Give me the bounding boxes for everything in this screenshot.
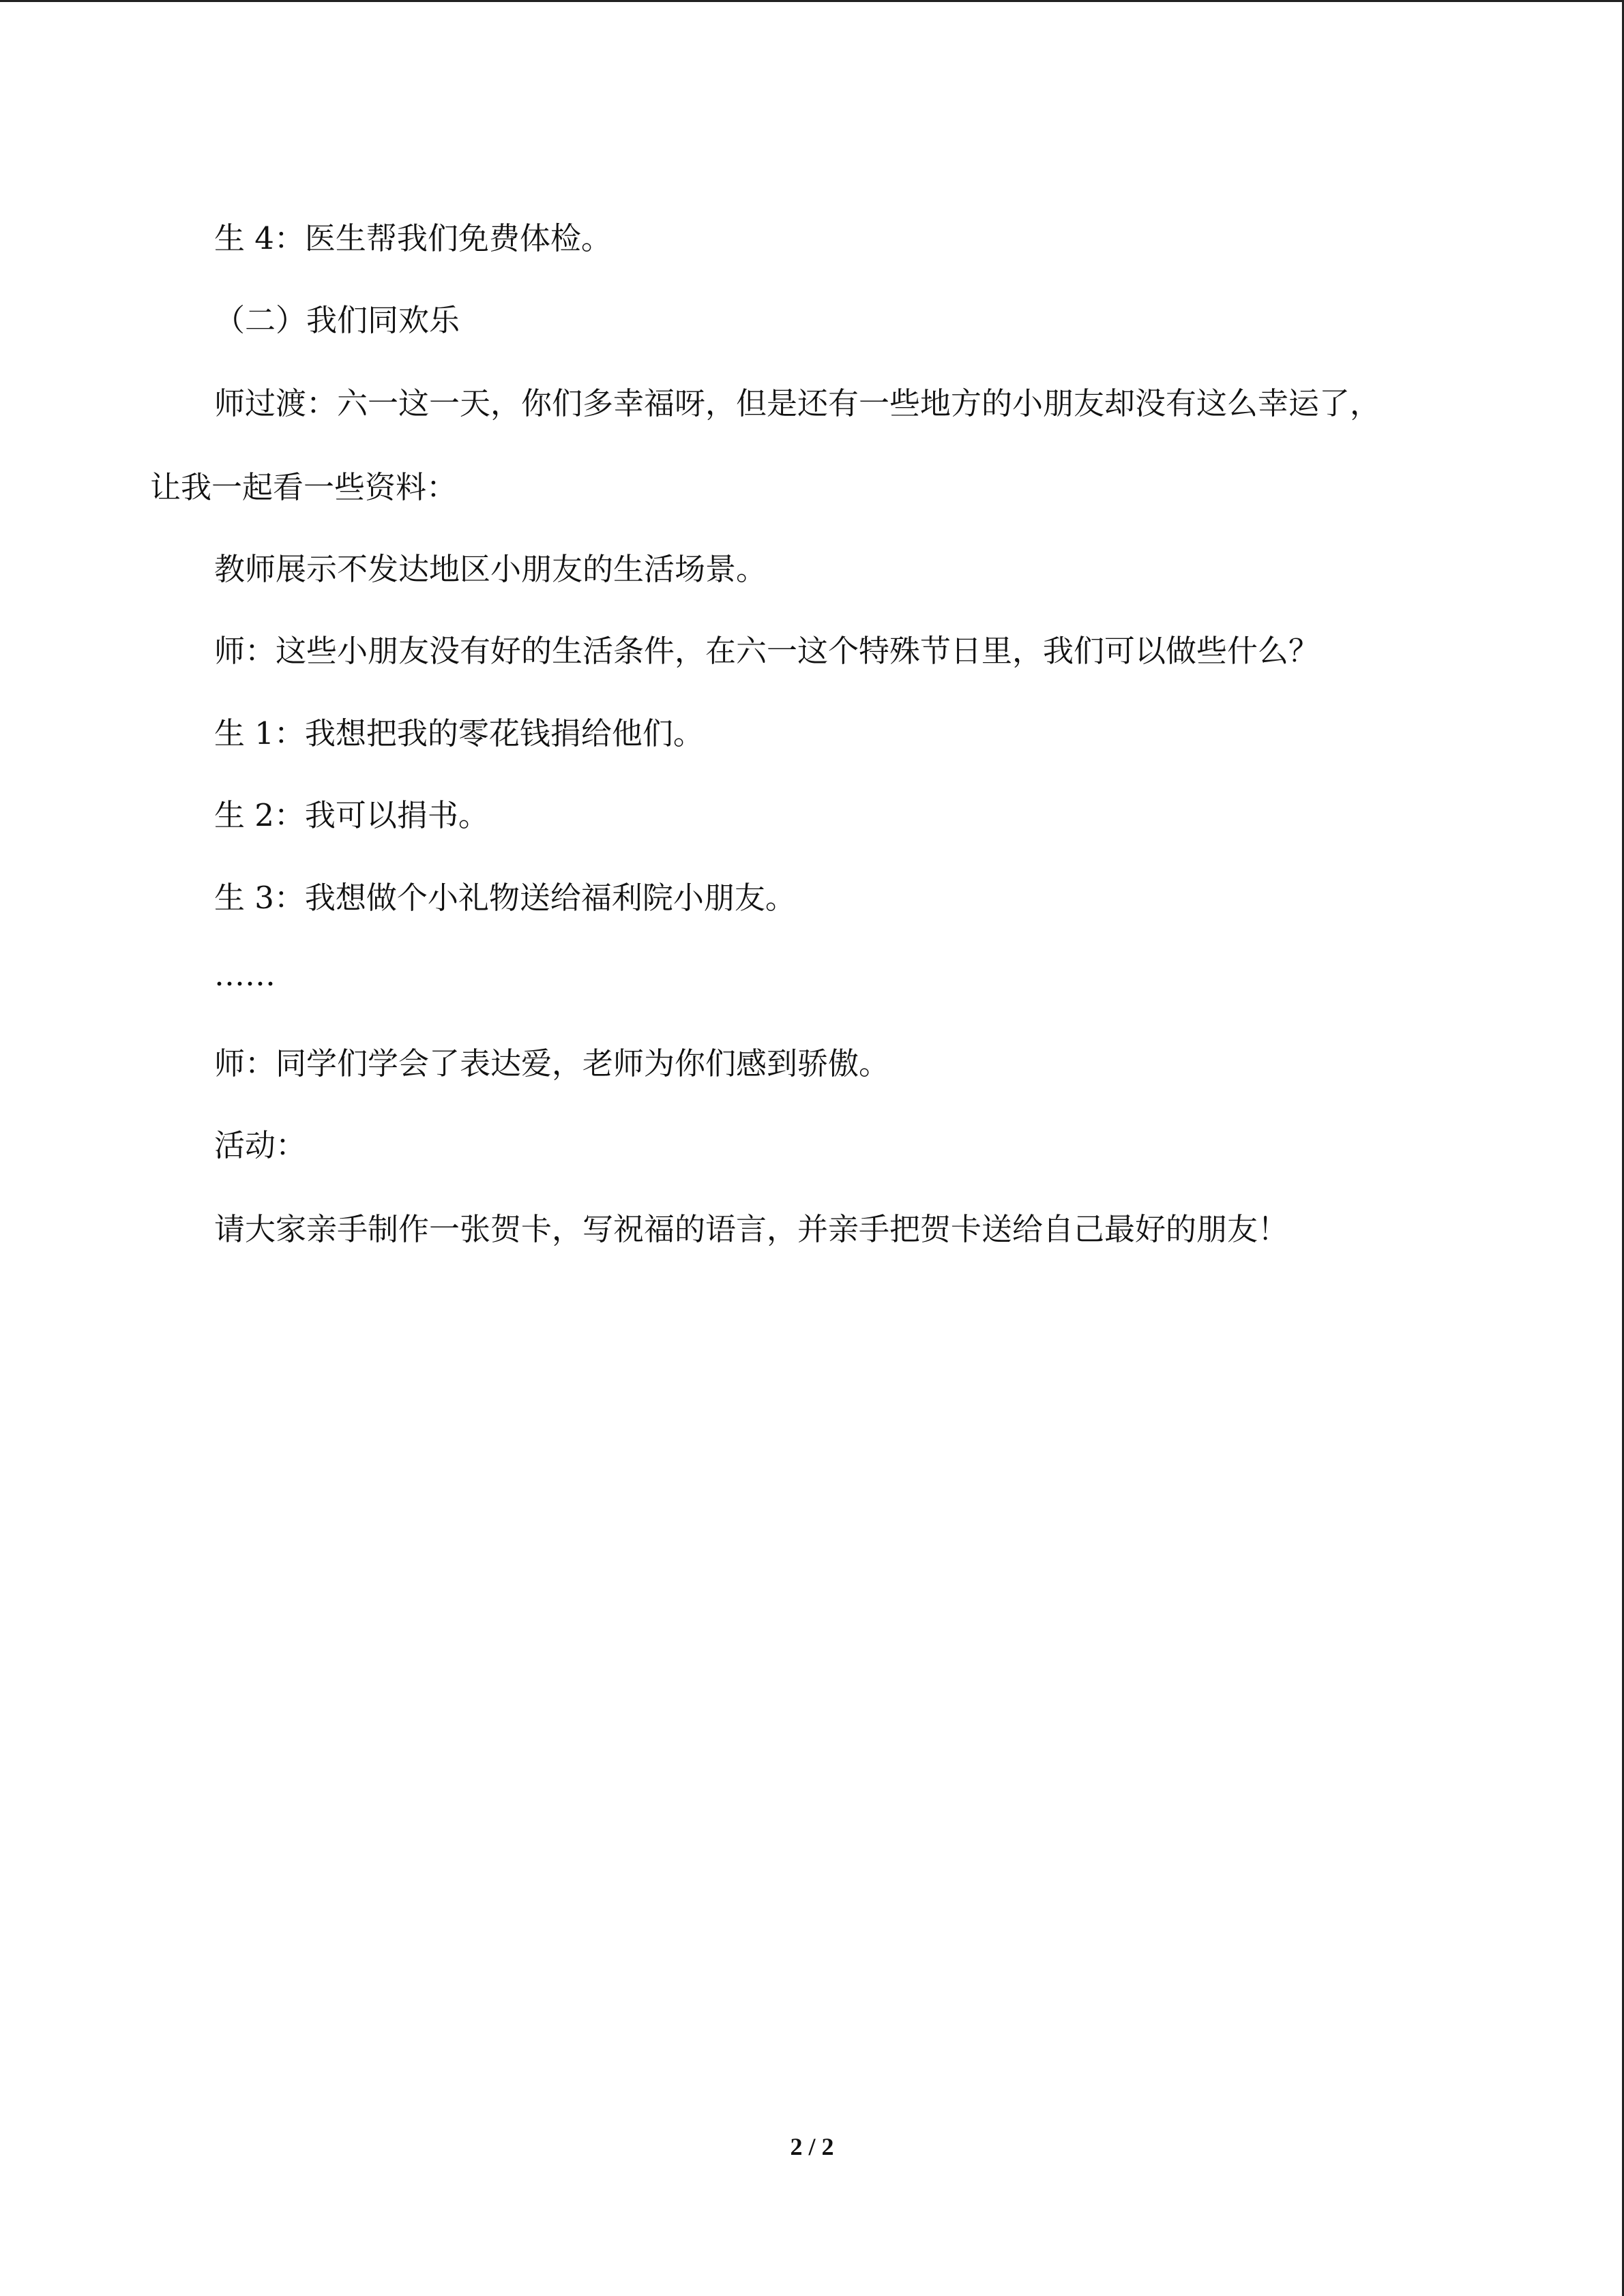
section-heading-2: （二）我们同欢乐 [214,302,460,338]
paragraph-student-4: 生 4：医生帮我们免费体检。 [214,220,612,256]
paragraph-teacher-transition-line2: 让我一起看一些资料： [150,469,458,505]
page-number: 2 / 2 [790,2133,834,2160]
paragraph-teacher-praise: 师：同学们学会了表达爱，老师为你们感到骄傲。 [214,1045,890,1082]
paragraph-activity-label: 活动： [214,1127,307,1163]
paragraph-student-1: 生 1：我想把我的零花钱捐给他们。 [214,715,704,751]
paragraph-teacher-shows: 教师展示不发达地区小朋友的生活场景。 [214,551,767,587]
paragraph-student-3: 生 3：我想做个小礼物送给福利院小朋友。 [214,880,796,916]
paragraph-teacher-transition-line1: 师过渡：六一这一天，你们多幸福呀，但是还有一些地方的小朋友却没有这么幸运了， [214,385,1381,421]
paragraph-ellipsis: …… [214,957,276,993]
paragraph-activity-instruction: 请大家亲手制作一张贺卡，写祝福的语言，并亲手把贺卡送给自己最好的朋友！ [214,1211,1289,1247]
paragraph-student-2: 生 2：我可以捐书。 [214,797,489,833]
paragraph-teacher-question: 师：这些小朋友没有好的生活条件，在六一这个特殊节日里，我们可以做些什么？ [214,633,1320,669]
